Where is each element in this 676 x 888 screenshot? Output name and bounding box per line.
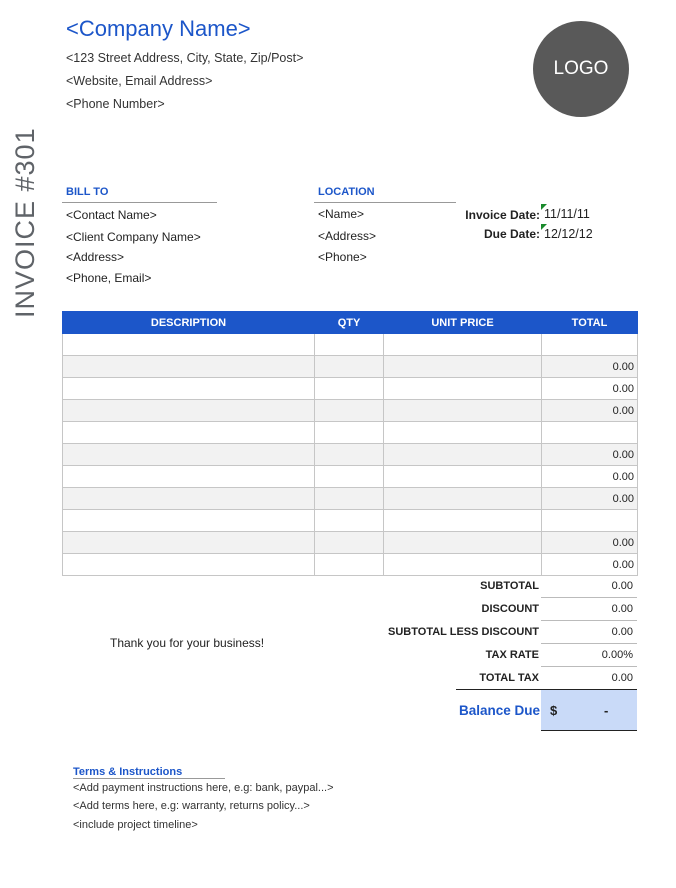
description-cell[interactable]: [63, 356, 315, 378]
bill-to-contact: <Contact Name>: [66, 208, 157, 222]
unit-price-cell[interactable]: [384, 532, 542, 554]
header-description: DESCRIPTION: [63, 312, 315, 334]
subtotal-value: 0.00: [611, 580, 633, 592]
subtotal-rule: [541, 597, 637, 598]
table-row: [63, 400, 638, 422]
bill-to-heading: BILL TO: [66, 186, 109, 198]
due-date-value[interactable]: 12/12/12: [544, 227, 593, 241]
total-cell: 0.00: [542, 554, 638, 576]
bill-to-company: <Client Company Name>: [66, 230, 201, 244]
total-cell: 0.00: [542, 400, 638, 422]
total-cell: [542, 422, 638, 444]
description-cell[interactable]: [63, 334, 315, 356]
header-unit-price: UNIT PRICE: [384, 312, 542, 334]
tax-rate-label: TAX RATE: [485, 649, 539, 661]
unit-price-cell[interactable]: [384, 510, 542, 532]
header-total: TOTAL: [542, 312, 638, 334]
company-phone: <Phone Number>: [66, 97, 165, 111]
table-header-row: [63, 312, 638, 334]
total-cell: [542, 334, 638, 356]
qty-cell[interactable]: [315, 444, 384, 466]
unit-price-cell[interactable]: [384, 422, 542, 444]
table-row: [63, 334, 638, 356]
invoice-date-label: Invoice Date:: [465, 208, 540, 222]
tax-rate-rule: [541, 666, 637, 667]
qty-cell[interactable]: [315, 400, 384, 422]
table-row: [63, 356, 638, 378]
unit-price-cell[interactable]: [384, 466, 542, 488]
qty-cell[interactable]: [315, 466, 384, 488]
discount-label: DISCOUNT: [481, 603, 539, 615]
table-row: [63, 466, 638, 488]
company-web-email: <Website, Email Address>: [66, 74, 213, 88]
subtotal-less-discount-rule: [541, 643, 637, 644]
terms-heading: Terms & Instructions: [73, 766, 183, 778]
description-cell[interactable]: [63, 444, 315, 466]
qty-cell[interactable]: [315, 532, 384, 554]
terms-rule: [73, 778, 225, 779]
table-row: [63, 554, 638, 576]
bill-to-rule: [62, 202, 217, 203]
total-tax-label: TOTAL TAX: [479, 672, 539, 684]
balance-due-value: -: [604, 703, 609, 718]
total-cell: 0.00: [542, 532, 638, 554]
table-row: [63, 532, 638, 554]
total-cell: 0.00: [542, 444, 638, 466]
table-row: [63, 444, 638, 466]
balance-currency: $: [550, 703, 558, 718]
table-row: [63, 422, 638, 444]
subtotal-label: SUBTOTAL: [480, 580, 539, 592]
total-cell: 0.00: [542, 466, 638, 488]
qty-cell[interactable]: [315, 334, 384, 356]
terms-timeline-line: <include project timeline>: [73, 819, 198, 831]
description-cell[interactable]: [63, 488, 315, 510]
qty-cell[interactable]: [315, 554, 384, 576]
description-cell[interactable]: [63, 400, 315, 422]
terms-policy-line: <Add terms here, e.g: warranty, returns policy...>: [73, 800, 310, 812]
unit-price-cell[interactable]: [384, 488, 542, 510]
description-cell[interactable]: [63, 378, 315, 400]
balance-due-label: Balance Due: [458, 703, 540, 718]
description-cell[interactable]: [63, 422, 315, 444]
description-cell[interactable]: [63, 466, 315, 488]
location-heading: LOCATION: [318, 186, 375, 198]
unit-price-cell[interactable]: [384, 554, 542, 576]
line-items-table: [62, 311, 638, 576]
qty-cell[interactable]: [315, 378, 384, 400]
header-qty: QTY: [315, 312, 384, 334]
discount-rule: [541, 620, 637, 621]
description-cell[interactable]: [63, 510, 315, 532]
qty-cell[interactable]: [315, 422, 384, 444]
bill-to-address: <Address>: [66, 250, 125, 264]
unit-price-cell[interactable]: [384, 444, 542, 466]
total-cell: 0.00: [542, 356, 638, 378]
qty-cell[interactable]: [315, 510, 384, 532]
table-row: [63, 488, 638, 510]
invoice-title: INVOICE #301: [10, 127, 40, 318]
description-cell[interactable]: [63, 532, 315, 554]
table-row: [63, 510, 638, 532]
terms-payment-line: <Add payment instructions here, e.g: bank, paypal...>: [73, 782, 334, 794]
unit-price-cell[interactable]: [384, 378, 542, 400]
logo-placeholder: LOGO: [533, 21, 629, 117]
company-name: <Company Name>: [66, 16, 251, 41]
unit-price-cell[interactable]: [384, 334, 542, 356]
total-cell: 0.00: [542, 488, 638, 510]
description-cell[interactable]: [63, 554, 315, 576]
discount-value[interactable]: 0.00: [611, 603, 633, 615]
location-phone: <Phone>: [318, 250, 367, 264]
tax-rate-value[interactable]: 0.00%: [601, 649, 633, 661]
thank-you-note: Thank you for your business!: [110, 636, 265, 650]
subtotal-less-discount-label: SUBTOTAL LESS DISCOUNT: [388, 626, 539, 638]
qty-cell[interactable]: [315, 356, 384, 378]
location-address: <Address>: [318, 229, 377, 243]
location-name: <Name>: [318, 207, 365, 221]
bill-to-phone-email: <Phone, Email>: [66, 271, 152, 285]
total-cell: [542, 510, 638, 532]
total-tax-value: 0.00: [611, 672, 633, 684]
table-row: [63, 378, 638, 400]
unit-price-cell[interactable]: [384, 400, 542, 422]
invoice-date-value[interactable]: 11/11/11: [544, 207, 590, 221]
company-address: <123 Street Address, City, State, Zip/Post>: [66, 51, 304, 65]
due-date-label: Due Date:: [483, 227, 540, 241]
unit-price-cell[interactable]: [384, 356, 542, 378]
location-rule: [314, 202, 456, 203]
subtotal-less-discount-value: 0.00: [611, 626, 633, 638]
qty-cell[interactable]: [315, 488, 384, 510]
total-cell: 0.00: [542, 378, 638, 400]
